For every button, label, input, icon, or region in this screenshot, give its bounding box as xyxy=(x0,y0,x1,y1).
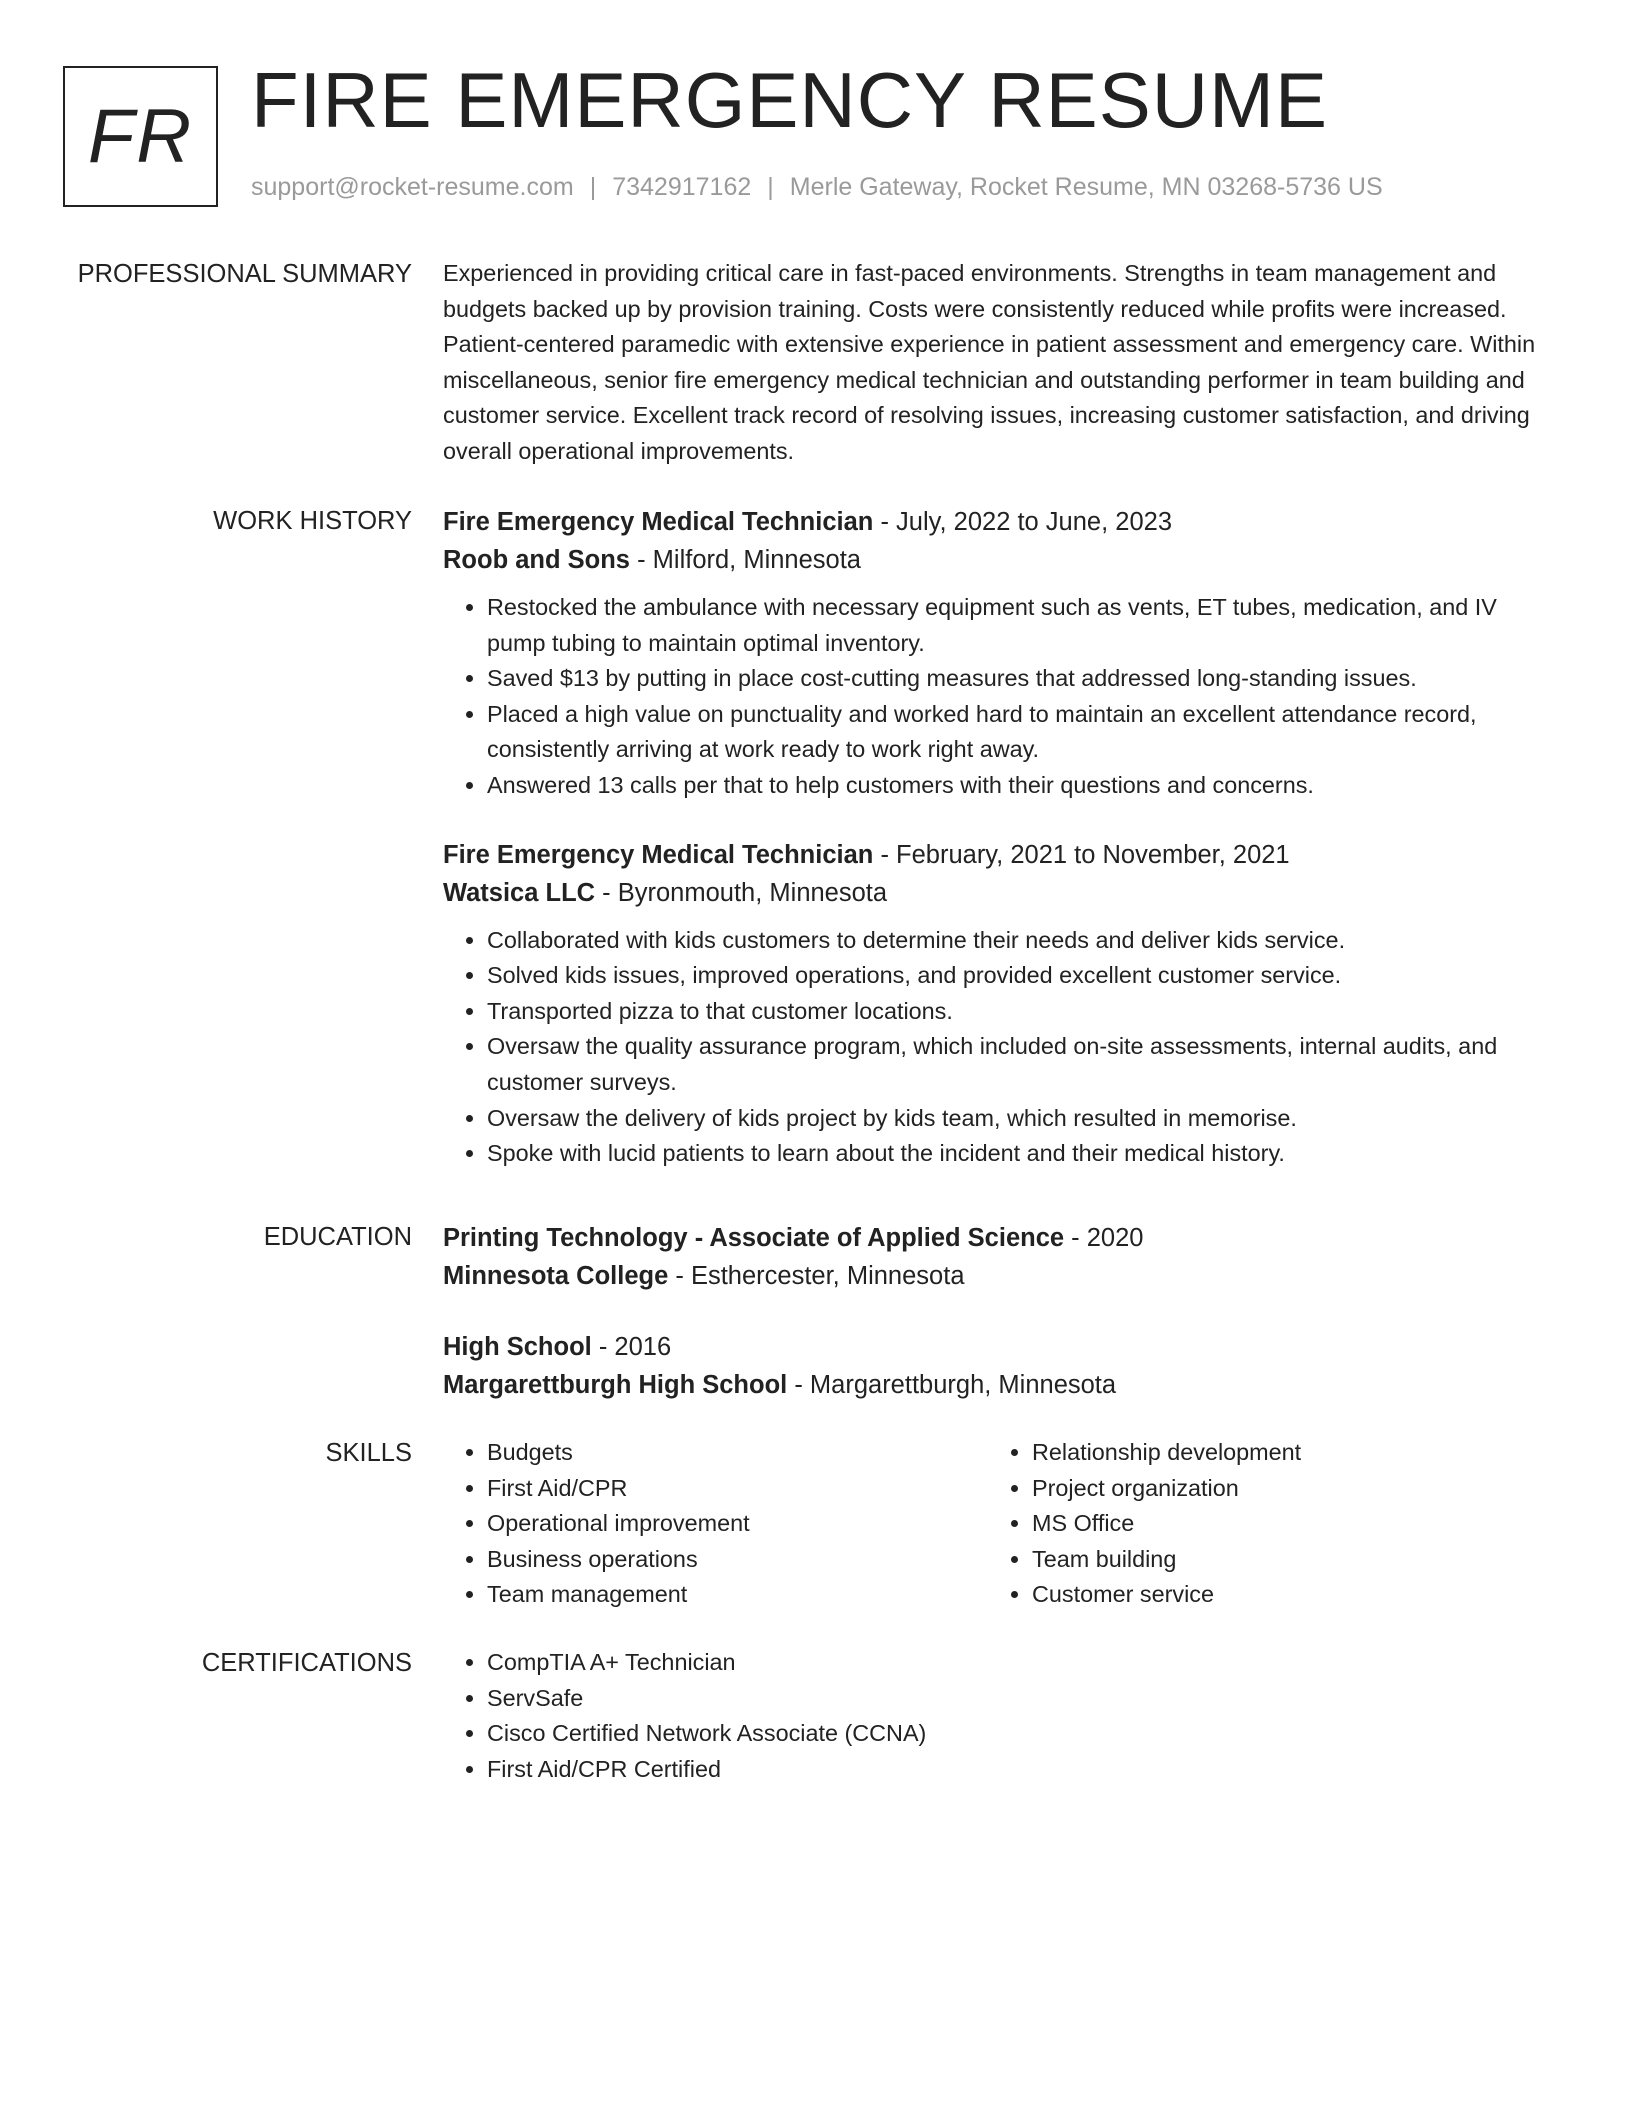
job-dates: - July, 2022 to June, 2023 xyxy=(873,508,1173,536)
skills-column-left xyxy=(443,1435,988,1613)
contact-separator: | xyxy=(767,173,774,201)
section-heading-skills: SKILLS xyxy=(325,1439,412,1467)
skill-item: • Customer service xyxy=(1032,1577,1533,1613)
school-line xyxy=(443,1366,1561,1404)
skill-item: • Project organization xyxy=(1032,1471,1533,1507)
job-entry xyxy=(443,503,1561,804)
job-bullet: • Oversaw the quality assurance program, which included on-site assessments, internal audits, and customer surveys. xyxy=(487,1029,1561,1100)
certification-item: • ServSafe xyxy=(487,1681,1561,1717)
job-dates: - February, 2021 to November, 2021 xyxy=(873,840,1290,869)
contact-separator: | xyxy=(589,173,597,201)
monogram-initials: FR xyxy=(87,94,194,179)
job-company: Roob and Sons xyxy=(443,546,630,574)
contact-line xyxy=(251,173,1383,202)
job-entry xyxy=(443,836,1561,1172)
job-bullet: • Restocked the ambulance with necessary equipment such as vents, ET tubes, medication, and IV pump tubing to maintain optimal inventory. xyxy=(487,590,1561,661)
certification-item: • CompTIA A+ Technician xyxy=(487,1645,1561,1681)
school: Minnesota College xyxy=(443,1262,669,1290)
job-bullet: • Saved $13 by putting in place cost-cutting measures that addressed long-standing issues. xyxy=(487,661,1561,697)
skill-item: • Team management xyxy=(487,1577,988,1613)
job-company-line xyxy=(443,874,1561,912)
degree: Printing Technology - Associate of Applied Science xyxy=(443,1224,1065,1252)
degree-line xyxy=(443,1328,1561,1366)
school: Margarettburgh High School xyxy=(443,1371,788,1399)
job-title: Fire Emergency Medical Technician xyxy=(443,840,874,869)
school-line xyxy=(443,1257,1561,1295)
job-company-line xyxy=(443,541,1561,579)
skills-column-right xyxy=(988,1435,1533,1613)
resume-title: FIRE EMERGENCY RESUME xyxy=(251,56,1329,144)
job-title-line xyxy=(443,503,1561,541)
job-bullet: • Transported pizza to that customer locations. xyxy=(487,994,1561,1030)
job-bullet: • Collaborated with kids customers to determine their needs and deliver kids service. xyxy=(487,923,1561,959)
education-entry xyxy=(443,1328,1561,1404)
skill-item: • Business operations xyxy=(487,1542,988,1578)
contact-phone[interactable]: 7342917162 xyxy=(612,173,752,201)
degree: High School xyxy=(443,1333,592,1361)
section-heading-summary: PROFESSIONAL SUMMARY xyxy=(77,260,412,288)
job-bullet: • Placed a high value on punctuality and worked hard to maintain an excellent attendance record, consistently arriving at work ready to work right away. xyxy=(487,697,1561,768)
job-bullet: • Spoke with lucid patients to learn about the incident and their medical history. xyxy=(487,1136,1561,1172)
job-location: - Byronmouth, Minnesota xyxy=(595,878,888,907)
job-title: Fire Emergency Medical Technician xyxy=(443,508,874,536)
skill-item: • MS Office xyxy=(1032,1506,1533,1542)
section-heading-certifications: CERTIFICATIONS xyxy=(201,1649,412,1677)
section-heading-education: EDUCATION xyxy=(263,1223,412,1251)
contact-email[interactable]: support@rocket-resume.com xyxy=(251,173,574,201)
section-heading-work-history: WORK HISTORY xyxy=(213,507,412,535)
certification-item: • Cisco Certified Network Associate (CCNA) xyxy=(487,1716,1561,1752)
skill-item: • Budgets xyxy=(487,1435,988,1471)
job-bullet: • Answered 13 calls per that to help customers with their questions and concerns. xyxy=(487,768,1561,804)
job-bullet: • Oversaw the delivery of kids project by kids team, which resulted in memorise. xyxy=(487,1101,1561,1137)
skill-item: • Operational improvement xyxy=(487,1506,988,1542)
skills-list xyxy=(443,1435,988,1613)
degree-year: - 2020 xyxy=(1064,1224,1144,1252)
job-location: - Milford, Minnesota xyxy=(630,546,861,574)
job-title-line xyxy=(443,836,1561,874)
skills-list xyxy=(988,1435,1533,1613)
monogram-box xyxy=(63,66,218,207)
school-location: - Margarettburgh, Minnesota xyxy=(787,1371,1117,1399)
job-company: Watsica LLC xyxy=(443,878,596,907)
job-bullets xyxy=(443,590,1561,804)
degree-year: - 2016 xyxy=(591,1333,672,1361)
contact-address: Merle Gateway, Rocket Resume, MN 03268-5736 US xyxy=(789,173,1383,201)
certification-item: • First Aid/CPR Certified xyxy=(487,1752,1561,1788)
skill-item: • First Aid/CPR xyxy=(487,1471,988,1507)
education-entry xyxy=(443,1219,1561,1295)
certifications-list xyxy=(443,1645,1561,1787)
summary-text: Experienced in providing critical care in fast-paced environments. Strengths in team management and budgets backed up by provision training. Costs were consistently reduced while profits were increased. Patient-centered paramedic with extensive experience in patient assessment and emergency care. Within miscellaneous, senior fire emergency medical technician and outstanding performer in team building and customer service. Excellent track record of resolving issues, increasing customer satisfaction, and driving overall operational improvements. xyxy=(443,260,1536,464)
school-location: - Esthercester, Minnesota xyxy=(668,1262,965,1290)
job-bullets xyxy=(443,923,1561,1172)
job-bullet: • Solved kids issues, improved operations, and provided excellent customer service. xyxy=(487,958,1561,994)
skill-item: • Team building xyxy=(1032,1542,1533,1578)
skill-item: • Relationship development xyxy=(1032,1435,1533,1471)
degree-line xyxy=(443,1219,1561,1257)
